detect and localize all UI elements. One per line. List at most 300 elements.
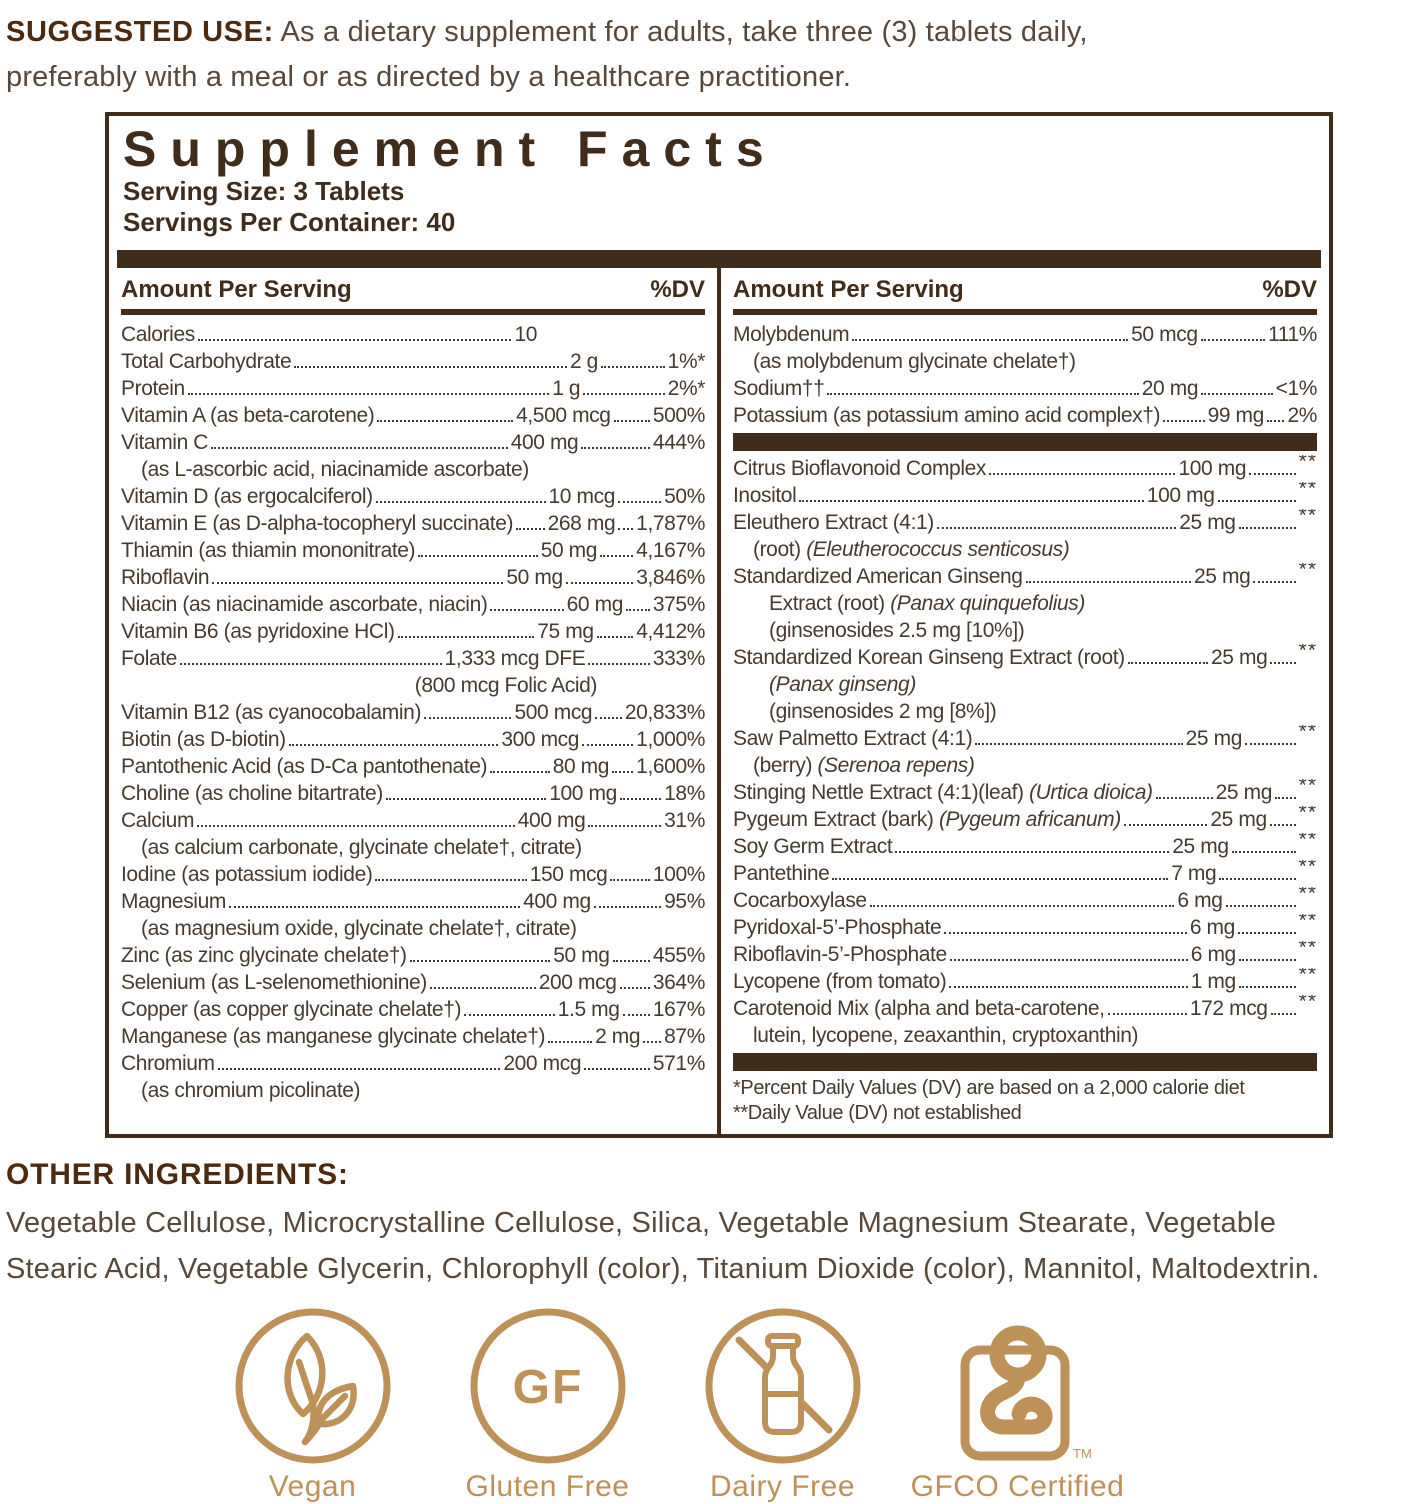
table-row xyxy=(121,1050,705,1077)
other-ingredients-text xyxy=(6,1200,1402,1292)
table-row xyxy=(733,563,1317,590)
amount-value: 7 mg xyxy=(1171,862,1217,885)
nutrient-name: Molybdenum xyxy=(733,323,850,346)
table-row xyxy=(733,617,1317,644)
dv-value: ** xyxy=(1298,995,1317,1013)
amount-value: 100 mg xyxy=(549,782,617,805)
header-bar xyxy=(117,250,1321,268)
dot-leader xyxy=(211,447,508,449)
dot-leader xyxy=(1128,662,1208,664)
dv-header-label: %DV xyxy=(1262,276,1317,303)
nutrient-name: (as L-ascorbic acid, niacinamide ascorbate) xyxy=(141,458,529,481)
nutrient-name: (Panax ginseng) xyxy=(769,673,916,696)
table-row xyxy=(121,726,705,753)
dot-leader xyxy=(1253,581,1295,583)
amount-value: 1,333 mcg DFE xyxy=(444,647,586,670)
nutrient-name: Soy Germ Extract xyxy=(733,835,893,858)
amount-value: 200 mcg xyxy=(503,1052,582,1075)
dv-value: 2% xyxy=(1287,404,1317,427)
gluten-free-gf-icon xyxy=(430,1306,665,1466)
table-row xyxy=(733,914,1317,941)
dv-value: 20,833% xyxy=(624,701,705,724)
dv-value: 1,000% xyxy=(636,728,705,751)
amount-value: 1 g xyxy=(552,377,581,400)
nutrient-name: Stinging Nettle Extract (4:1)(leaf) (Urtica dioica) xyxy=(733,781,1153,804)
table-row xyxy=(121,483,705,510)
dv-value: ** xyxy=(1298,563,1317,581)
dot-leader xyxy=(588,825,661,827)
dot-leader xyxy=(588,663,650,665)
dot-leader xyxy=(949,986,1187,988)
dv-value: ** xyxy=(1298,644,1317,662)
nutrient-name: Pyridoxal-5’-Phosphate xyxy=(733,916,942,939)
table-row xyxy=(733,833,1317,860)
dot-leader xyxy=(375,879,526,881)
table-row xyxy=(121,861,705,888)
table-row xyxy=(733,402,1317,429)
nutrient-name: Citrus Bioflavonoid Complex xyxy=(733,457,986,480)
dv-header-label: %DV xyxy=(650,276,705,303)
amount-value: 400 mg xyxy=(510,431,579,454)
dv-value: 100% xyxy=(652,863,705,886)
nutrient-name: Standardized American Ginseng xyxy=(733,565,1023,588)
table-row xyxy=(733,590,1317,617)
table-row xyxy=(733,644,1317,671)
dv-value: 4,412% xyxy=(636,620,705,643)
dot-leader xyxy=(289,744,499,746)
dot-leader xyxy=(975,743,1182,745)
other-ingredients-line: Stearic Acid, Vegetable Glycerin, Chlorophyll (color), Titanium Dioxide (color), Mannitol, Maltodextrin. xyxy=(6,1253,1320,1285)
dot-leader xyxy=(1249,473,1296,475)
badge-gfco-certified xyxy=(900,1306,1135,1504)
table-row xyxy=(121,1023,705,1050)
dot-leader xyxy=(1238,932,1296,934)
amount-value: 25 mg xyxy=(1172,835,1229,858)
badge-label-dairy-free: Dairy Free xyxy=(709,1470,856,1503)
dot-leader xyxy=(1219,878,1295,880)
dot-leader xyxy=(1218,500,1296,502)
section-divider-bar xyxy=(733,433,1317,451)
dot-leader xyxy=(197,825,515,827)
nutrient-name: Extract (root) (Panax quinquefolius) xyxy=(769,592,1085,615)
nutrient-name: Calories xyxy=(121,323,195,346)
table-row xyxy=(733,806,1317,833)
facts-columns xyxy=(109,268,1329,1134)
dot-leader xyxy=(620,798,661,800)
amount-header-label: Amount Per Serving xyxy=(733,276,964,303)
amount-value: 1 mg xyxy=(1190,970,1236,993)
dv-value: 1%* xyxy=(667,350,705,373)
nutrient-name: Carotenoid Mix (alpha and beta-carotene, xyxy=(733,997,1105,1020)
amount-value: 172 mcg xyxy=(1189,997,1268,1020)
amount-value: 500 mcg xyxy=(514,701,593,724)
dv-value: 375% xyxy=(652,593,705,616)
dot-leader xyxy=(582,744,633,746)
dot-leader xyxy=(595,717,622,719)
amount-value: 25 mg xyxy=(1211,646,1268,669)
nutrient-name: Vitamin B12 (as cyanocobalamin) xyxy=(121,701,422,724)
dot-leader xyxy=(950,959,1188,961)
nutrient-name: Lycopene (from tomato) xyxy=(733,970,947,993)
amount-header-label: Amount Per Serving xyxy=(121,276,352,303)
amount-value: 60 mg xyxy=(566,593,624,616)
dot-leader xyxy=(989,473,1176,475)
dot-leader xyxy=(852,339,1128,341)
dot-leader xyxy=(377,420,513,422)
badge-label-gfco-certified: GFCO Certified xyxy=(910,1470,1125,1503)
nutrient-name: Iodine (as potassium iodide) xyxy=(121,863,373,886)
table-row xyxy=(121,618,705,645)
amount-value: 2 g xyxy=(569,350,598,373)
nutrient-name: (as molybdenum glycinate chelate†) xyxy=(753,350,1076,373)
dv-value: 18% xyxy=(664,782,705,805)
dot-leader xyxy=(424,717,511,719)
amount-value: 150 mcg xyxy=(529,863,608,886)
nutrient-name: Pygeum Extract (bark) (Pygeum africanum) xyxy=(733,808,1121,831)
amount-value: 6 mg xyxy=(1189,916,1235,939)
table-row xyxy=(733,1022,1317,1049)
table-row xyxy=(121,942,705,969)
dv-value: 87% xyxy=(664,1025,705,1048)
nutrient-name: Thiamin (as thiamin mononitrate) xyxy=(121,539,416,562)
dot-leader xyxy=(870,905,1175,907)
dv-value: ** xyxy=(1298,887,1317,905)
dv-value: ** xyxy=(1298,509,1317,527)
dot-leader xyxy=(229,906,520,908)
dot-leader xyxy=(618,501,661,503)
table-row xyxy=(121,375,705,402)
table-row xyxy=(121,1077,705,1104)
amount-value: 100 mg xyxy=(1146,484,1215,507)
nutrient-name: Protein xyxy=(121,377,185,400)
dot-leader xyxy=(1267,420,1285,422)
dv-value: ** xyxy=(1298,455,1317,473)
footnote-dv-not-established: **Daily Value (DV) not established xyxy=(733,1102,1022,1124)
amount-value: 25 mg xyxy=(1179,511,1236,534)
dot-leader xyxy=(612,771,633,773)
table-row xyxy=(121,699,705,726)
badge-dairy-free xyxy=(665,1306,900,1504)
table-row xyxy=(733,752,1317,779)
dot-leader xyxy=(597,636,634,638)
dot-leader xyxy=(1239,959,1296,961)
dot-leader xyxy=(490,771,550,773)
amount-value: 80 mg xyxy=(552,755,610,778)
amount-value: 400 mg xyxy=(517,809,586,832)
dot-leader xyxy=(583,393,664,395)
nutrient-name: Manganese (as manganese glycinate chelate†) xyxy=(121,1025,546,1048)
dv-value: 1,600% xyxy=(636,755,705,778)
suggested-use-label: SUGGESTED USE: xyxy=(6,16,274,48)
dv-value: 333% xyxy=(652,647,705,670)
dot-leader xyxy=(212,582,503,584)
table-row xyxy=(733,779,1317,806)
dv-value: 455% xyxy=(652,944,705,967)
nutrient-name: (ginsenosides 2.5 mg [10%]) xyxy=(769,619,1025,642)
dot-leader xyxy=(180,663,442,665)
nutrient-name: Biotin (as D-biotin) xyxy=(121,728,286,751)
nutrient-name: (berry) (Serenoa repens) xyxy=(753,754,975,777)
svg-text:GF: GF xyxy=(512,1361,583,1414)
dot-leader xyxy=(827,393,1138,395)
nutrient-name: Potassium (as potassium amino acid complex†) xyxy=(733,404,1161,427)
amount-value: 50 mcg xyxy=(1131,323,1198,346)
dv-value: 444% xyxy=(652,431,705,454)
dv-value: 50% xyxy=(664,485,705,508)
amount-value: 50 mg xyxy=(506,566,563,589)
dot-leader xyxy=(430,987,536,989)
amount-value: 6 mg xyxy=(1177,889,1223,912)
amount-value: 4,500 mcg xyxy=(516,404,611,427)
nutrient-name: Vitamin A (as beta-carotene) xyxy=(121,404,375,427)
dot-leader xyxy=(386,798,546,800)
dv-value: ** xyxy=(1298,860,1317,878)
nutrient-name: Niacin (as niacinamide ascorbate, niacin) xyxy=(121,593,488,616)
table-row xyxy=(733,375,1317,402)
amount-value: 400 mg xyxy=(523,890,591,913)
nutrient-name: Total Carbohydrate xyxy=(121,350,292,373)
dot-leader xyxy=(1108,1013,1187,1015)
facts-column-left xyxy=(109,268,721,1134)
dot-leader xyxy=(584,1068,650,1070)
table-row xyxy=(733,698,1317,725)
amount-value: 300 mcg xyxy=(501,728,580,751)
table-row xyxy=(733,321,1317,348)
dot-leader xyxy=(1226,905,1296,907)
table-row xyxy=(121,429,705,456)
badge-gluten-free xyxy=(430,1306,665,1504)
dot-leader xyxy=(895,851,1169,853)
nutrient-name: Cocarboxylase xyxy=(733,889,867,912)
badges-row xyxy=(195,1306,1406,1504)
dv-value: 364% xyxy=(652,971,705,994)
nutrient-name: Vitamin E (as D-alpha-tocopheryl succinate) xyxy=(121,512,514,535)
dot-leader xyxy=(601,366,665,368)
dv-value: ** xyxy=(1298,806,1317,824)
dot-leader xyxy=(643,1041,661,1043)
nutrient-name: Magnesium xyxy=(121,890,226,913)
dot-leader xyxy=(620,987,650,989)
dv-value: 571% xyxy=(652,1052,705,1075)
dot-leader xyxy=(566,582,633,584)
dv-value: ** xyxy=(1298,779,1317,797)
dot-leader xyxy=(614,420,650,422)
dv-value: ** xyxy=(1298,725,1317,743)
table-row xyxy=(733,536,1317,563)
footnote-daily-values: *Percent Daily Values (DV) are based on a 2,000 calorie diet xyxy=(733,1077,1245,1099)
amount-value: 25 mg xyxy=(1210,808,1267,831)
badge-label-gluten-free: Gluten Free xyxy=(465,1470,630,1503)
dot-leader xyxy=(610,879,649,881)
nutrient-rows-left xyxy=(121,315,705,1104)
nutrient-name: Selenium (as L-selenomethionine) xyxy=(121,971,427,994)
dot-leader xyxy=(1201,339,1265,341)
suggested-use-line: As a dietary supplement for adults, take three (3) tablets daily, xyxy=(280,16,1088,48)
nutrient-name: Pantothenic Acid (as D-Ca pantothenate) xyxy=(121,755,488,778)
table-row xyxy=(121,888,705,915)
table-row xyxy=(733,455,1317,482)
amount-value: 100 mg xyxy=(1178,457,1247,480)
dot-leader xyxy=(623,1014,650,1016)
dv-value: 31% xyxy=(664,809,705,832)
dot-leader xyxy=(410,960,551,962)
amount-value: 25 mg xyxy=(1185,727,1242,750)
table-row xyxy=(733,860,1317,887)
supplement-facts-panel xyxy=(105,112,1333,1138)
dot-leader xyxy=(1245,743,1296,745)
dot-leader xyxy=(198,339,512,341)
dot-leader xyxy=(1026,581,1191,583)
table-row xyxy=(121,645,705,672)
amount-value: 2 mg xyxy=(595,1025,641,1048)
dot-leader xyxy=(799,500,1144,502)
dot-leader xyxy=(944,932,1187,934)
dot-leader xyxy=(376,501,546,503)
other-ingredients-line: Vegetable Cellulose, Microcrystalline Cellulose, Silica, Vegetable Magnesium Stearate, Vegetable xyxy=(6,1207,1277,1239)
table-row xyxy=(121,834,705,861)
nutrient-name: Choline (as choline bitartrate) xyxy=(121,782,383,805)
dot-leader xyxy=(1270,662,1295,664)
nutrient-name: (as magnesium oxide, glycinate chelate†, citrate) xyxy=(141,917,577,940)
table-row xyxy=(733,995,1317,1022)
dot-leader xyxy=(1124,824,1208,826)
table-row xyxy=(733,482,1317,509)
section-divider-bar xyxy=(733,1053,1317,1071)
badge-vegan xyxy=(195,1306,430,1504)
dairy-free-bottle-icon xyxy=(665,1306,900,1466)
nutrient-name: Pantethine xyxy=(733,862,830,885)
amount-value: 200 mcg xyxy=(538,971,617,994)
nutrient-name: Sodium†† xyxy=(733,377,825,400)
amount-value: 6 mg xyxy=(1190,943,1236,966)
table-row xyxy=(121,753,705,780)
dv-value: 3,846% xyxy=(636,566,705,589)
dot-leader xyxy=(490,609,563,611)
table-row xyxy=(733,725,1317,752)
nutrient-name: Vitamin C xyxy=(121,431,209,454)
table-row xyxy=(121,564,705,591)
dot-leader xyxy=(398,636,535,638)
nutrient-name: Riboflavin xyxy=(121,566,210,589)
amount-value: 20 mg xyxy=(1141,377,1199,400)
amount-value: 50 mg xyxy=(553,944,610,967)
amount-value: 10 xyxy=(514,323,537,346)
table-row xyxy=(121,996,705,1023)
amount-value: 25 mg xyxy=(1193,565,1251,588)
dot-leader xyxy=(516,528,545,530)
table-row xyxy=(121,672,705,699)
table-row xyxy=(121,348,705,375)
dot-leader xyxy=(1239,986,1296,988)
amount-value: 1.5 mg xyxy=(557,998,620,1021)
dot-leader xyxy=(1271,1013,1296,1015)
nutrient-name: Copper (as copper glycinate chelate†) xyxy=(121,998,462,1021)
dot-leader xyxy=(937,527,1176,529)
nutrient-name: Vitamin B6 (as pyridoxine HCl) xyxy=(121,620,395,643)
nutrient-name: Inositol xyxy=(733,484,797,507)
dot-leader xyxy=(626,609,650,611)
dot-leader xyxy=(613,960,650,962)
dv-value: 4,167% xyxy=(636,539,705,562)
nutrient-name: (as calcium carbonate, glycinate chelate†, citrate) xyxy=(141,836,582,859)
table-row xyxy=(121,969,705,996)
nutrient-name: Chromium xyxy=(121,1052,215,1075)
table-row xyxy=(121,780,705,807)
dot-leader xyxy=(464,1014,555,1016)
nutrient-name: lutein, lycopene, zeaxanthin, cryptoxanthin) xyxy=(753,1024,1139,1047)
dv-value: ** xyxy=(1298,914,1317,932)
dot-leader xyxy=(188,393,549,395)
dot-leader xyxy=(600,555,633,557)
table-row xyxy=(733,348,1317,375)
dv-value: 2%* xyxy=(667,377,705,400)
serving-size: Serving Size: 3 Tablets xyxy=(123,176,405,206)
dv-value: ** xyxy=(1298,482,1317,500)
dot-leader xyxy=(594,906,661,908)
dot-leader xyxy=(418,555,538,557)
dot-leader xyxy=(1201,393,1272,395)
table-row xyxy=(733,509,1317,536)
nutrient-name: Riboflavin-5’-Phosphate xyxy=(733,943,947,966)
nutrient-name: Zinc (as zinc glycinate chelate†) xyxy=(121,944,407,967)
nutrient-name: Folate xyxy=(121,647,177,670)
amount-value: 75 mg xyxy=(537,620,594,643)
badge-label-vegan: Vegan xyxy=(268,1470,357,1503)
facts-header xyxy=(109,116,1329,242)
dv-value: 95% xyxy=(664,890,705,913)
table-row xyxy=(121,510,705,537)
table-row xyxy=(733,887,1317,914)
dv-value: 167% xyxy=(652,998,705,1021)
vegan-leaves-icon xyxy=(195,1306,430,1466)
nutrient-rows-right xyxy=(733,315,1317,1071)
table-row xyxy=(733,941,1317,968)
nutrient-name: Vitamin D (as ergocalciferol) xyxy=(121,485,373,508)
amount-value: 99 mg xyxy=(1207,404,1264,427)
suggested-use-text xyxy=(0,0,1406,100)
table-row xyxy=(121,456,705,483)
table-row xyxy=(121,915,705,942)
column-header-right xyxy=(733,268,1317,315)
dot-leader xyxy=(1239,527,1296,529)
dv-value: ** xyxy=(1298,833,1317,851)
other-ingredients-heading: OTHER INGREDIENTS: xyxy=(6,1158,349,1191)
column-header-left xyxy=(121,268,705,315)
nutrient-name: (as chromium picolinate) xyxy=(141,1079,361,1102)
nutrient-name: Calcium xyxy=(121,809,195,832)
table-row xyxy=(121,402,705,429)
dv-value: 500% xyxy=(652,404,705,427)
amount-value: 268 mg xyxy=(547,512,616,535)
nutrient-name: (ginsenosides 2 mg [8%]) xyxy=(769,700,997,723)
nutrient-name: (root) (Eleutherococcus senticosus) xyxy=(753,538,1070,561)
dot-leader xyxy=(1156,797,1213,799)
dot-leader xyxy=(218,1068,501,1070)
dot-leader xyxy=(618,528,633,530)
amount-value: 50 mg xyxy=(540,539,598,562)
amount-value: 25 mg xyxy=(1215,781,1273,804)
dv-value: ** xyxy=(1298,968,1317,986)
dv-value: 111% xyxy=(1268,323,1317,346)
dv-value: 1,787% xyxy=(636,512,705,535)
dv-value: <1% xyxy=(1275,377,1317,400)
suggested-use-line: preferably with a meal or as directed by a healthcare practitioner. xyxy=(6,61,852,93)
dot-leader xyxy=(1275,797,1296,799)
facts-column-right xyxy=(721,268,1329,1134)
dot-leader xyxy=(832,878,1168,880)
servings-per-container: Servings Per Container: 40 xyxy=(123,207,456,237)
table-row xyxy=(121,537,705,564)
